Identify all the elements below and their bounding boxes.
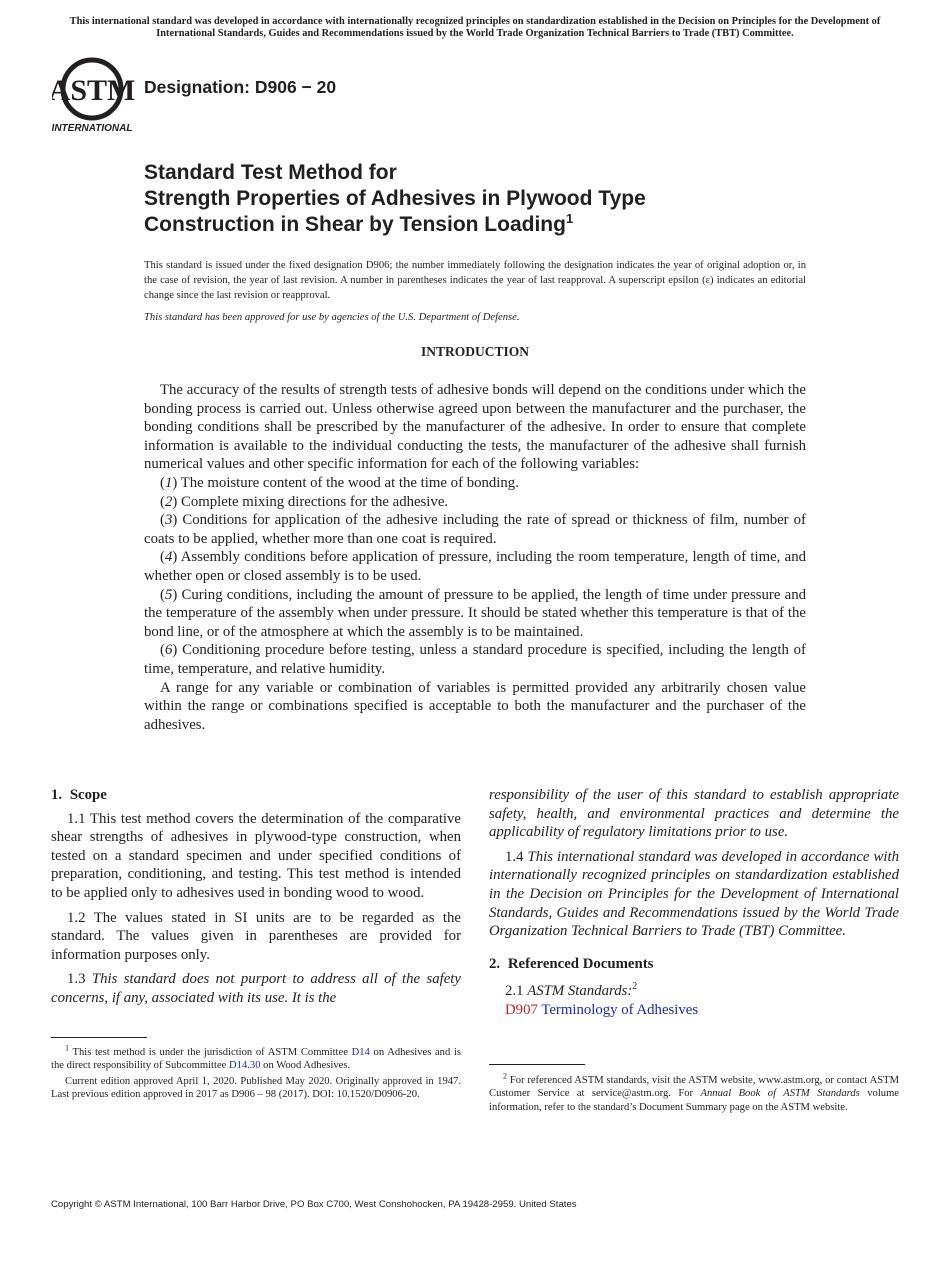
scope-1-4: 1.4 This international standard was developed in accordance with internationally recognized principles on standardization established in the Decision on Principles for the Development of International Standards, Guides and Recommendations issued by the World Trade Organization Technical Barriers to Trade (TBT) Committee. [489, 848, 899, 940]
variable-num: 1 [164, 474, 173, 491]
left-column [51, 786, 461, 1014]
copyright-notice: Copyright © ASTM International, 100 Barr Harbor Drive, PO Box C700, West Conshohocken, PA 19428-2959. United States [51, 1199, 577, 1210]
referenced-documents-heading: 2. Referenced Documents [489, 955, 654, 972]
variable-item: (4) Assembly conditions before application of pressure, including the room temperature, length of time, and whether open or closed assembly is to be used. [144, 549, 807, 584]
variable-text: Complete mixing directions for the adhesive. [180, 493, 449, 510]
scope-1-2: 1.2 The values stated in SI units are to be regarded as the standard. The values given in parentheses are provided for information purposes only. [51, 909, 462, 963]
scope-1-1: 1.1 This test method covers the determination of the comparative shear strengths of adhesives in plywood-type construction, when tested on a standard specimen and under specified conditions of preparation, conditioning, and testing. This test method is intended to be applied only to adhesives used in bonding wood to wood. [51, 810, 462, 901]
dod-notice: This standard has been approved for use by agencies of the U.S. Department of Defense. [144, 312, 520, 323]
header-notice: This international standard was developed in accordance with internationally recognized principles on standardization established in the Decision on Principles for the Development of International Standards, Guides and Recommendations issued by the World Trade Organization Technical Barriers to Trade (TBT) Committee. [69, 16, 881, 39]
scope-1-3-continued: responsibility of the user of this standard to establish appropriate safety, health, and environmental practices and determine the applicability of regulatory limitations prior to use. [489, 787, 899, 841]
variable-item: (3) Conditions for application of the adhesive including the rate of spread or thickness of film, number of coats to be applied, whether more than one coat is required. [144, 512, 806, 547]
scope-1-3: 1.3 This standard does not purport to address all of the safety concerns, if any, associated with its use. It is the [51, 971, 461, 1006]
variable-num: 6 [164, 642, 173, 659]
scope-heading: 1. Scope [51, 787, 107, 803]
variable-item: (2) Complete mixing directions for the adhesive. [160, 493, 449, 510]
section-number: 1.2 [67, 909, 86, 926]
subcommittee-link[interactable]: D14.30 [229, 1060, 261, 1072]
footnote-mark: 2 [503, 1071, 507, 1081]
introduction-closing: A range for any variable or combination of variables is permitted provided any arbitrarily chosen value within the range or combinations specified is acceptable to both the manufacturer and the purchaser of the adhesives. [144, 679, 806, 733]
variable-item: (1) The moisture content of the wood at the time of bonding. [160, 474, 519, 491]
footnote-1: $^1$ This test method is under the jurisdiction of ASTM Committee D14 on Adhesives and is the direct responsibility of Subcommittee D14.30 on Wood Adhesives. Current edition approved April 1, 2020. Published May 2020. Originally approved in 1947. Last previous edition approved in 2017 as D906 – 98 (2017). DOI: 10.1520/D0906-20. [51, 1043, 462, 1101]
right-column [489, 786, 899, 1025]
variable-item: (5) Curing conditions, including the amount of pressure to be applied, the length of time under pressure and the temperature of the assembly when under pressure. It should be stated whether this temperature is that of the bond line, or of the atmosphere at which the assembly is to be maintained. [144, 586, 806, 640]
title-line-3-text: Construction in Shear by Tension Loading [144, 213, 566, 236]
reference-item [489, 1001, 899, 1020]
reference-code-link[interactable]: D907 [505, 1001, 538, 1018]
edition-note: Current edition approved April 1, 2020. Published May 2020. Originally approved in 1947. Last previous edition approved in 2017 as D906 – 98 (2017). DOI: 10.1520/D0906-20. [51, 1075, 461, 1101]
variable-text: The moisture content of the wood at the time of bonding. [180, 474, 519, 491]
astm-logo-icon [52, 56, 136, 134]
title-line-3 [144, 212, 646, 238]
logo-subtext: INTERNATIONAL [52, 123, 133, 134]
variable-num: 2 [164, 493, 173, 510]
section-number: 1.1 [67, 810, 86, 827]
footnote-2: $^2$ For referenced ASTM standards, visit the ASTM website, www.astm.org, or contact ASTM Customer Service at service@astm.org. For Annual Book of ASTM Standards volume information, refer to the standard’s Document Summary page on the ASTM website. [489, 1071, 900, 1113]
variable-num: 4 [164, 549, 173, 566]
variable-text: Conditions for application of the adhesive including the rate of spread or thickness of film, number of coats to be applied, whether more than one coat is required. [144, 512, 806, 547]
section-number: 1.3 [67, 971, 86, 988]
introduction-heading: INTRODUCTION [420, 344, 529, 359]
footnote-divider [51, 1037, 147, 1038]
introduction-lead: The accuracy of the results of strength tests of adhesive bonds will depend on the conditions under which the bonding process is carried out. Unless otherwise agreed upon between the manufacturer and the purchaser, the bonding conditions shall be prescribed by the manufacturer of the adhesive. In order to ensure that complete information is available to the individual conducting the tests, the manufacturer of the adhesive shall furnish numerical values and other specific information for each of the following variables: [144, 382, 806, 473]
footnote-mark: 1 [65, 1043, 69, 1053]
reference-title-link[interactable]: Terminology of Adhesives [541, 1001, 699, 1018]
variable-text: Assembly conditions before application of pressure, including the room temperature, length of time, and whether open or closed assembly is to be used. [144, 549, 807, 584]
logo-wordmark: ASTM [52, 74, 136, 107]
document-title [144, 160, 646, 238]
variable-text: Curing conditions, including the amount of pressure to be applied, the length of time under pressure and the temperature of the assembly when under pressure. It should be stated whether this temperature is that of the bond line, or of the atmosphere at which the assembly is to be maintained. [144, 586, 806, 640]
variable-num: 5 [164, 586, 173, 603]
variable-text: Conditioning procedure before testing, unless a standard procedure is specified, including the length of time, temperature, and relative humidity. [144, 642, 806, 677]
title-footnote-mark: 1 [565, 211, 574, 226]
issued-notice: This standard is issued under the fixed designation D906; the number immediately following the designation indicates the year of original adoption or, in the case of revision, the year of last revision. A number in parentheses indicates the year of last reapproval. A superscript epsilon (ε) indicates an editorial change since the last revision or reapproval. [144, 260, 806, 301]
designation: Designation: D906 − 20 [144, 77, 337, 97]
variable-num: 3 [164, 512, 173, 529]
title-line-2: Strength Properties of Adhesives in Plywood Type [144, 187, 646, 210]
title-line-1: Standard Test Method for [144, 161, 397, 184]
astm-standards-label: 2.1 ASTM Standards:$^2$ [505, 981, 638, 1000]
introduction-body [144, 381, 806, 734]
committee-link[interactable]: D14 [351, 1047, 370, 1058]
variable-item: (6) Conditioning procedure before testing, unless a standard procedure is specified, including the length of time, temperature, and relative humidity. [144, 642, 806, 677]
astm-logo [52, 56, 136, 134]
section-number: 1.4 [505, 848, 524, 865]
footnote-divider [489, 1064, 585, 1065]
